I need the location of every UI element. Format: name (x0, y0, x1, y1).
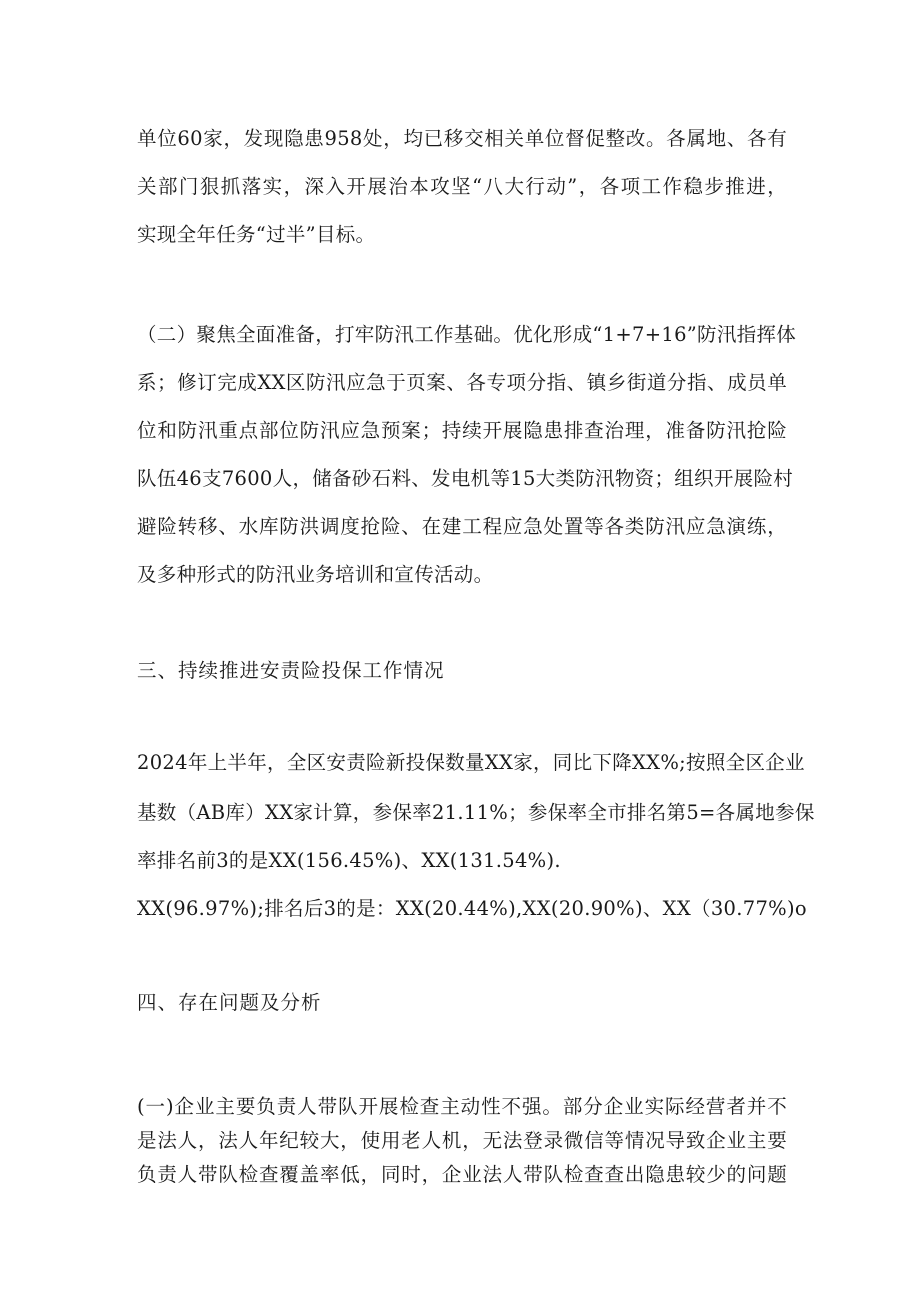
paragraph-2-line-2: 系；修订完成XX区防汛应急于页案、各专项分指、镇乡街道分指、成员单 (137, 371, 787, 394)
paragraph-1-line-2: 关部门狠抓落实，深入开展治本攻坚“八大行动”，各项工作稳步推进， (137, 175, 787, 198)
paragraph-3-line-1: 2024年上半年，全区安责险新投保数量XX家，同比下降XX%;按照全区企业 (137, 751, 805, 774)
paragraph-4-line-1: (一)企业主要负责人带队开展检查主动性不强。部分企业实际经营者并不 (137, 1095, 787, 1118)
paragraph-3-line-3: 率排名前3的是XX(156.45%)、XX(131.54%). (137, 849, 561, 872)
paragraph-2-line-5: 避险转移、水库防洪调度抢险、在建工程应急处置等各类防汛应急演练， (137, 515, 787, 538)
paragraph-1-line-1: 单位60家，发现隐患958处，均已移交相关单位督促整改。各属地、各有 (137, 127, 787, 150)
section-4-heading: 四、存在问题及分析 (137, 991, 322, 1014)
paragraph-4-line-3: 负责人带队检查覆盖率低，同时，企业法人带队检查查出隐患较少的问题 (137, 1163, 787, 1186)
paragraph-1-line-3: 实现全年任务“过半”目标。 (137, 223, 376, 246)
paragraph-2-line-3: 位和防汛重点部位防汛应急预案；持续开展隐患排查治理，准备防汛抢险 (137, 419, 787, 442)
paragraph-3-line-4: XX(96.97%);排名后3的是：XX(20.44%),XX(20.90%)、XX（30.77%)o (137, 897, 807, 920)
paragraph-2-line-6: 及多种形式的防汛业务培训和宣传活动。 (137, 563, 494, 586)
paragraph-2-line-4: 队伍46支7600人，储备砂石料、发电机等15大类防汛物资；组织开展险村 (137, 467, 794, 490)
paragraph-2-line-1: （二）聚焦全面准备，打牢防汛工作基础。优化形成“1+7+16”防汛指挥体 (137, 323, 797, 346)
section-3-heading: 三、持续推进安责险投保工作情况 (137, 659, 445, 682)
paragraph-3-line-2: 基数（AB库）XX家计算，参保率21.11%；参保率全市排名第5=各属地参保 (137, 801, 815, 824)
paragraph-4-line-2: 是法人，法人年纪较大，使用老人机，无法登录微信等情况导致企业主要 (137, 1129, 787, 1152)
